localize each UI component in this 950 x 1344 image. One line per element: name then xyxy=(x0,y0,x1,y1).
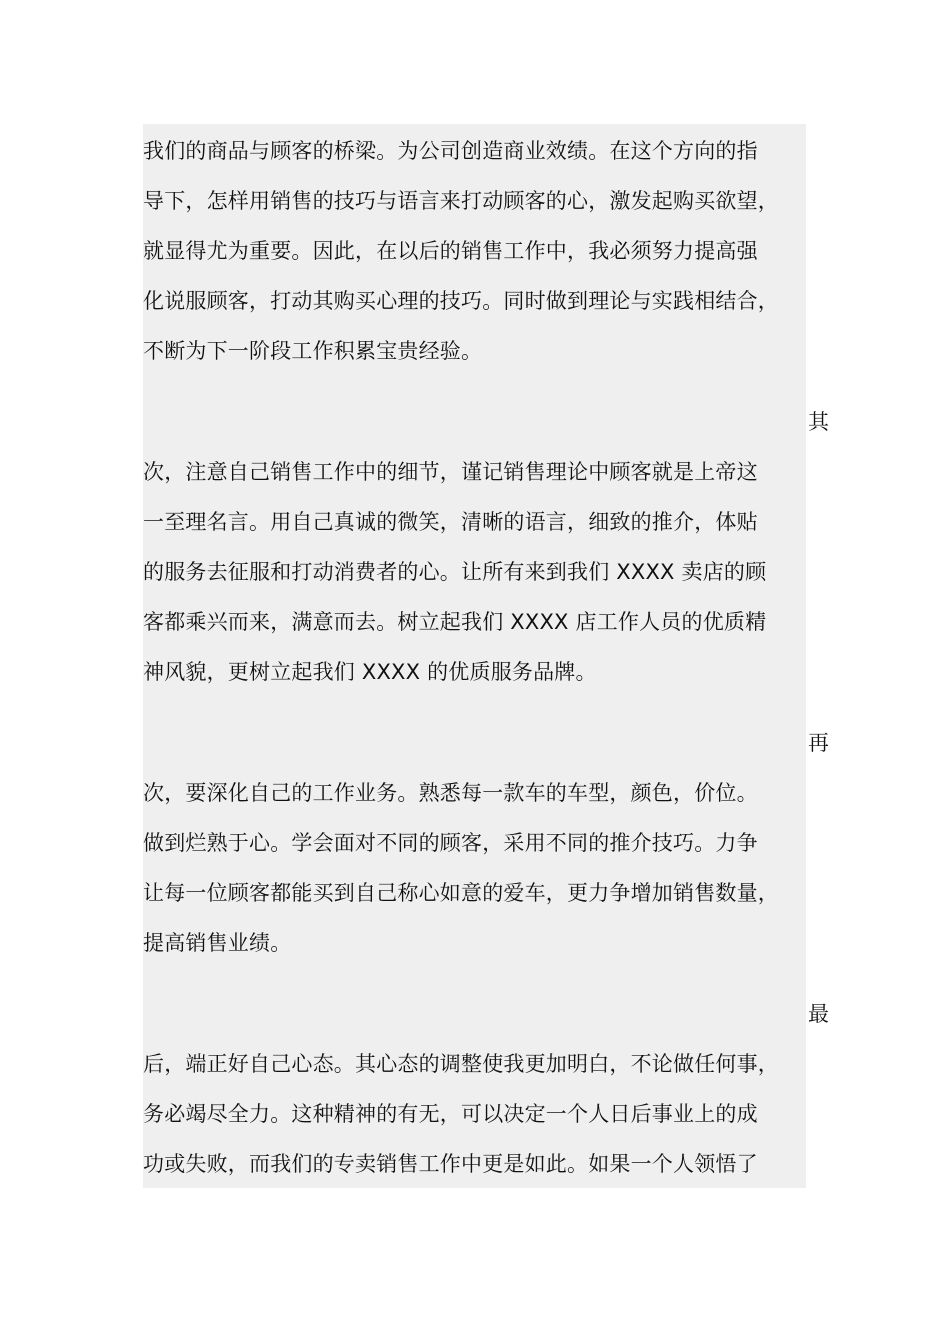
paragraph-2-line-2: 一至理名言。用自己真诚的微笑，清晰的语言，细致的推介，体贴 xyxy=(143,510,758,534)
paragraph-4-lead-char: 最 xyxy=(808,1002,829,1026)
paragraph-2-line-3: 的服务去征服和打动消费者的心。让所有来到我们 XXXX 卖店的顾 xyxy=(143,560,767,584)
paragraph-3-lead-char: 再 xyxy=(808,731,829,755)
paragraph-3-line-2: 做到烂熟于心。学会面对不同的顾客，采用不同的推介技巧。力争 xyxy=(143,831,758,855)
paragraph-1-line-5: 不断为下一阶段工作积累宝贵经验。 xyxy=(143,339,483,363)
paragraph-3-line-1: 次，要深化自己的工作业务。熟悉每一款车的车型，颜色，价位。 xyxy=(143,781,758,805)
paragraph-3-line-3: 让每一位顾客都能买到自己称心如意的爱车，更力争增加销售数量， xyxy=(143,881,779,905)
paragraph-2-line-4: 客都乘兴而来，满意而去。树立起我们 XXXX 店工作人员的优质精 xyxy=(143,610,767,634)
paragraph-1-line-4: 化说服顾客，打动其购买心理的技巧。同时做到理论与实践相结合， xyxy=(143,289,779,313)
paragraph-1-line-2: 导下，怎样用销售的技巧与语言来打动顾客的心，激发起购买欲望， xyxy=(143,189,779,213)
paragraph-1-line-3: 就显得尤为重要。因此，在以后的销售工作中，我必须努力提高强 xyxy=(143,239,758,263)
paragraph-2-lead-char: 其 xyxy=(808,410,829,434)
paragraph-4-line-1: 后，端正好自己心态。其心态的调整使我更加明白，不论做任何事， xyxy=(143,1052,779,1076)
paragraph-2-line-5: 神风貌，更树立起我们 XXXX 的优质服务品牌。 xyxy=(143,660,597,684)
paragraph-4-line-2: 务必竭尽全力。这种精神的有无，可以决定一个人日后事业上的成 xyxy=(143,1102,758,1126)
paragraph-4-line-3: 功或失败，而我们的专卖销售工作中更是如此。如果一个人领悟了 xyxy=(143,1152,758,1176)
paragraph-1-line-1: 我们的商品与顾客的桥梁。为公司创造商业效绩。在这个方向的指 xyxy=(143,139,758,163)
paragraph-2-line-1: 次，注意自己销售工作中的细节，谨记销售理论中顾客就是上帝这 xyxy=(143,460,758,484)
highlighted-text-block xyxy=(143,124,806,1188)
paragraph-3-line-4: 提高销售业绩。 xyxy=(143,931,292,955)
